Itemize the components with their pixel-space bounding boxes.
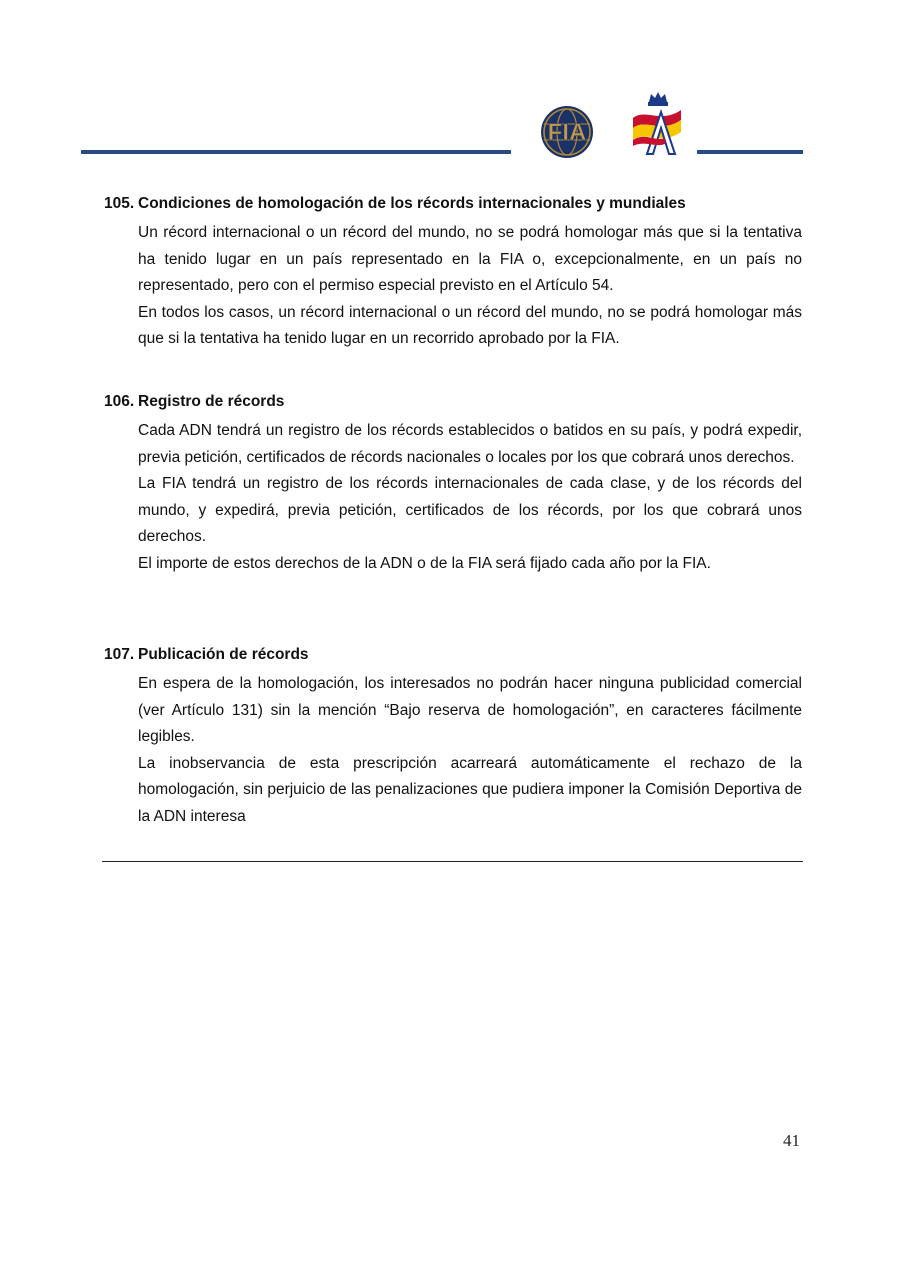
section-105 [104, 194, 802, 353]
fia-logo [527, 104, 609, 160]
section-end-rule [102, 861, 803, 862]
section-number: 105. [104, 195, 135, 212]
section-heading [104, 392, 802, 412]
section-106 [104, 392, 802, 577]
section-number: 106. [104, 393, 135, 410]
paragraph: El importe de estos derechos de la ADN o de la FIA será fijado cada año por la FIA. [138, 554, 711, 572]
section-title: Condiciones de homologación de los récords internacionales y mundiales [138, 195, 686, 212]
header-rule-left [81, 150, 511, 154]
section-heading [104, 645, 802, 665]
section-number: 107. [104, 646, 135, 663]
section-heading [104, 194, 802, 214]
rfeda-logo [625, 88, 687, 158]
paragraph: Cada ADN tendrá un registro de los récords establecidos o batidos en su país, y podrá expedir, previa petición, certificados de récords nacionales o locales por los que cobrará unos derechos. [138, 422, 802, 466]
section-title: Registro de récords [138, 393, 285, 410]
paragraph: La FIA tendrá un registro de los récords internacionales de cada clase, y de los récords del mundo, y expedirá, previa petición, certificados de los récords, por los que cobrará unos derechos. [138, 475, 802, 545]
section-title: Publicación de récords [138, 646, 309, 663]
paragraph: En todos los casos, un récord internacional o un récord del mundo, no se podrá homologar más que si la tentativa ha tenido lugar en un recorrido aprobado por la FIA. [138, 303, 802, 347]
paragraph: La inobservancia de esta prescripción acarreará automáticamente el rechazo de la homologación, sin perjuicio de las penalizaciones que pudiera imponer la Comisión Deportiva de la ADN interesa [138, 754, 802, 825]
page-number: 41 [783, 1131, 800, 1150]
paragraph: Un récord internacional o un récord del mundo, no se podrá homologar más que si la tentativa ha tenido lugar en un país representado en la FIA o, excepcionalmente, en un país no representado, pero con el permiso especial previsto en el Artículo 54. [138, 224, 802, 294]
header-rule-right [697, 150, 803, 154]
section-107 [104, 645, 802, 830]
fia-logo-text: FIA [547, 119, 587, 146]
paragraph: En espera de la homologación, los interesados no podrán hacer ninguna publicidad comercial (ver Artículo 131) sin la mención “Bajo reserva de homologación”, en caracteres fácilmente legibles. [138, 675, 802, 745]
